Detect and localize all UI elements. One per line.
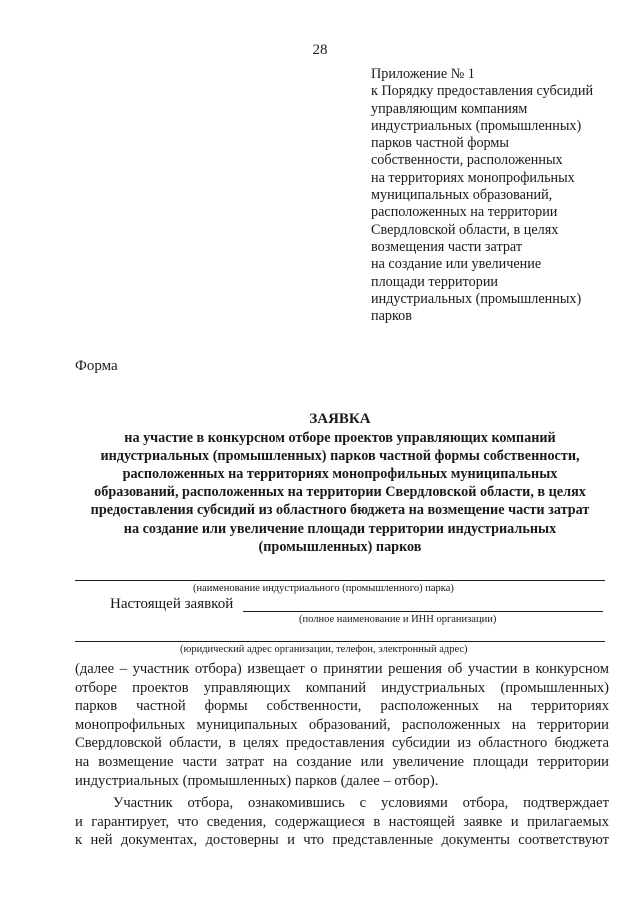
appendix-line: возмещения части затрат — [371, 238, 523, 255]
paragraph-line: Свердловской области, в целях предоставления субсидии из областного бюджета — [75, 735, 609, 752]
form-label: Форма — [75, 358, 118, 374]
appendix-line: площади территории — [371, 273, 499, 290]
appendix-line: индустриальных (промышленных) — [371, 117, 582, 134]
park-name-caption: (наименование индустриального (промышленного) парка) — [193, 583, 454, 594]
paragraph-guarantee — [75, 794, 609, 850]
paragraph-line: (далее – участник отбора) извещает о принятии решения об участии в конкурсном — [75, 661, 609, 677]
paragraph-line: к ней документах, достоверны и что представленные документы соответствуют — [75, 832, 609, 849]
paragraph-line: индустриальных (промышленных) парков (далее – отбор). — [75, 772, 439, 789]
org-name-field[interactable] — [243, 611, 603, 612]
appendix-line: Приложение № 1 — [371, 66, 475, 82]
appendix-line: индустриальных (промышленных) — [371, 290, 582, 307]
title-line: образований, расположенных на территории Свердловской области, в целях — [94, 484, 586, 501]
paragraph-line: на возмещение части затрат на создание или увеличение площади территории — [75, 753, 609, 770]
paragraph-participation — [75, 660, 609, 790]
title-line: (промышленных) парков — [258, 538, 422, 555]
title-line: на создание или увеличение площади территории индустриальных — [123, 520, 557, 537]
paragraph-line: парков частной формы собственности, расположенных на территориях — [75, 698, 609, 715]
appendix-line: собственности, расположенных — [371, 152, 563, 169]
address-caption: (юридический адрес организации, телефон, электронный адрес) — [180, 644, 468, 655]
paragraph-line: Участник отбора, ознакомившись с условиями отбора, подтверждает — [113, 795, 609, 811]
title-line: расположенных на территориях монопрофильных муниципальных — [122, 466, 558, 483]
title-line: предоставления субсидий из областного бюджета на возмещение части затрат — [90, 502, 590, 519]
paragraph-line: и гарантирует, что сведения, содержащиеся в настоящей заявке и прилагаемых — [75, 813, 609, 830]
appendix-line: парков — [371, 308, 412, 325]
document-title — [60, 410, 620, 556]
paragraph-line: монопрофильных муниципальных образований, расположенных на территории — [75, 716, 609, 733]
park-name-field[interactable] — [75, 580, 605, 581]
title-main: ЗАЯВКА — [309, 411, 371, 427]
title-line: индустриальных (промышленных) парков частной формы собственности, — [100, 448, 580, 465]
appendix-line: муниципальных образований, — [371, 187, 553, 204]
page-number: 28 — [312, 42, 328, 58]
org-name-caption: (полное наименование и ИНН организации) — [299, 614, 497, 625]
appendix-line: расположенных на территории — [371, 204, 558, 221]
appendix-line: парков частной формы — [371, 135, 509, 152]
address-field[interactable] — [75, 641, 605, 642]
title-line: на участие в конкурсном отборе проектов управляющих компаний — [124, 430, 556, 447]
appendix-header — [371, 66, 621, 325]
appendix-line: управляющим компаниям — [371, 100, 528, 117]
appendix-line: к Порядку предоставления субсидий — [371, 83, 594, 100]
appendix-line: Свердловской области, в целях — [371, 221, 559, 238]
paragraph-line: отборе проектов управляющих компаний индустриальных (промышленных) — [75, 679, 609, 696]
appendix-line: на территориях монопрофильных — [371, 169, 575, 186]
applicant-label: Настоящей заявкой — [110, 596, 234, 612]
appendix-line: на создание или увеличение — [371, 256, 542, 273]
